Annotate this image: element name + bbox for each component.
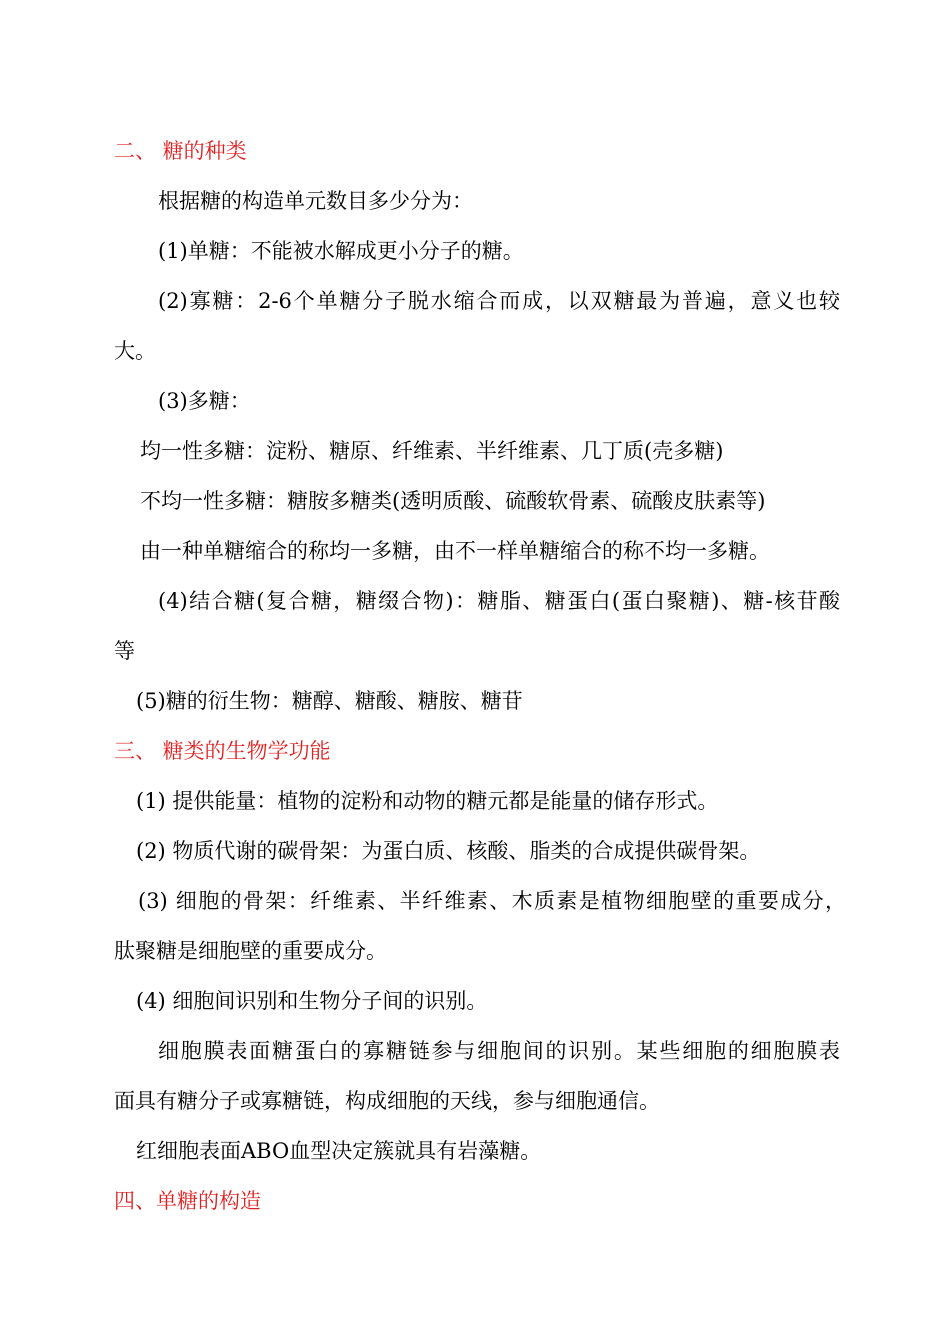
classification-intro: 根据糖的构造单元数目多少分为： (158, 189, 473, 213)
function-carbon-skeleton: (2) 物质代谢的碳骨架：为蛋白质、核酸、脂类的合成提供碳骨架。 (136, 839, 761, 863)
oligosaccharide-item-line2: 大。 (114, 339, 156, 363)
homopolysaccharide-line: 均一性多糖：淀粉、糖原、纤维素、半纤维素、几丁质(壳多糖) (140, 439, 724, 463)
monosaccharide-item: (1)单糖：不能被水解成更小分子的糖。 (158, 239, 524, 263)
recognition-detail-line2: 面具有糖分子或寡糖链，构成细胞的天线，参与细胞通信。 (114, 1089, 660, 1113)
heteropolysaccharide-line: 不均一性多糖：糖胺多糖类(透明质酸、硫酸软骨素、硫酸皮肤素等) (140, 489, 766, 513)
oligosaccharide-item-line1: (2)寡糖：2-6个单糖分子脱水缩合而成，以双糖最为普遍，意义也较 (158, 289, 840, 313)
section-heading-monosaccharide-structure: 四、单糖的构造 (114, 1189, 261, 1213)
function-recognition: (4) 细胞间识别和生物分子间的识别。 (136, 989, 488, 1013)
section-heading-types: 二、 糖的种类 (114, 139, 247, 163)
section-heading-functions: 三、 糖类的生物学功能 (114, 739, 331, 763)
function-cell-skeleton-line2: 肽聚糖是细胞壁的重要成分。 (114, 939, 387, 963)
polysaccharide-definition-note: 由一种单糖缩合的称均一多糖，由不一样单糖缩合的称不均一多糖。 (140, 539, 770, 563)
function-energy: (1) 提供能量：植物的淀粉和动物的糖元都是能量的储存形式。 (136, 789, 719, 813)
conjugated-sugar-item-line1: (4)结合糖(复合糖，糖缀合物)：糖脂、糖蛋白(蛋白聚糖)、糖-核苷酸 (158, 589, 840, 613)
function-cell-skeleton-line1: (3) 细胞的骨架：纤维素、半纤维素、木质素是植物细胞壁的重要成分， (138, 889, 846, 913)
polysaccharide-item: (3)多糖： (158, 389, 251, 413)
sugar-derivative-item: (5)糖的衍生物：糖醇、糖酸、糖胺、糖苷 (136, 689, 523, 713)
conjugated-sugar-item-line2: 等 (114, 639, 135, 663)
recognition-detail-line1: 细胞膜表面糖蛋白的寡糖链参与细胞间的识别。某些细胞的细胞膜表 (158, 1039, 840, 1063)
abo-blood-type-note: 红细胞表面ABO血型决定簇就具有岩藻糖。 (136, 1139, 542, 1163)
